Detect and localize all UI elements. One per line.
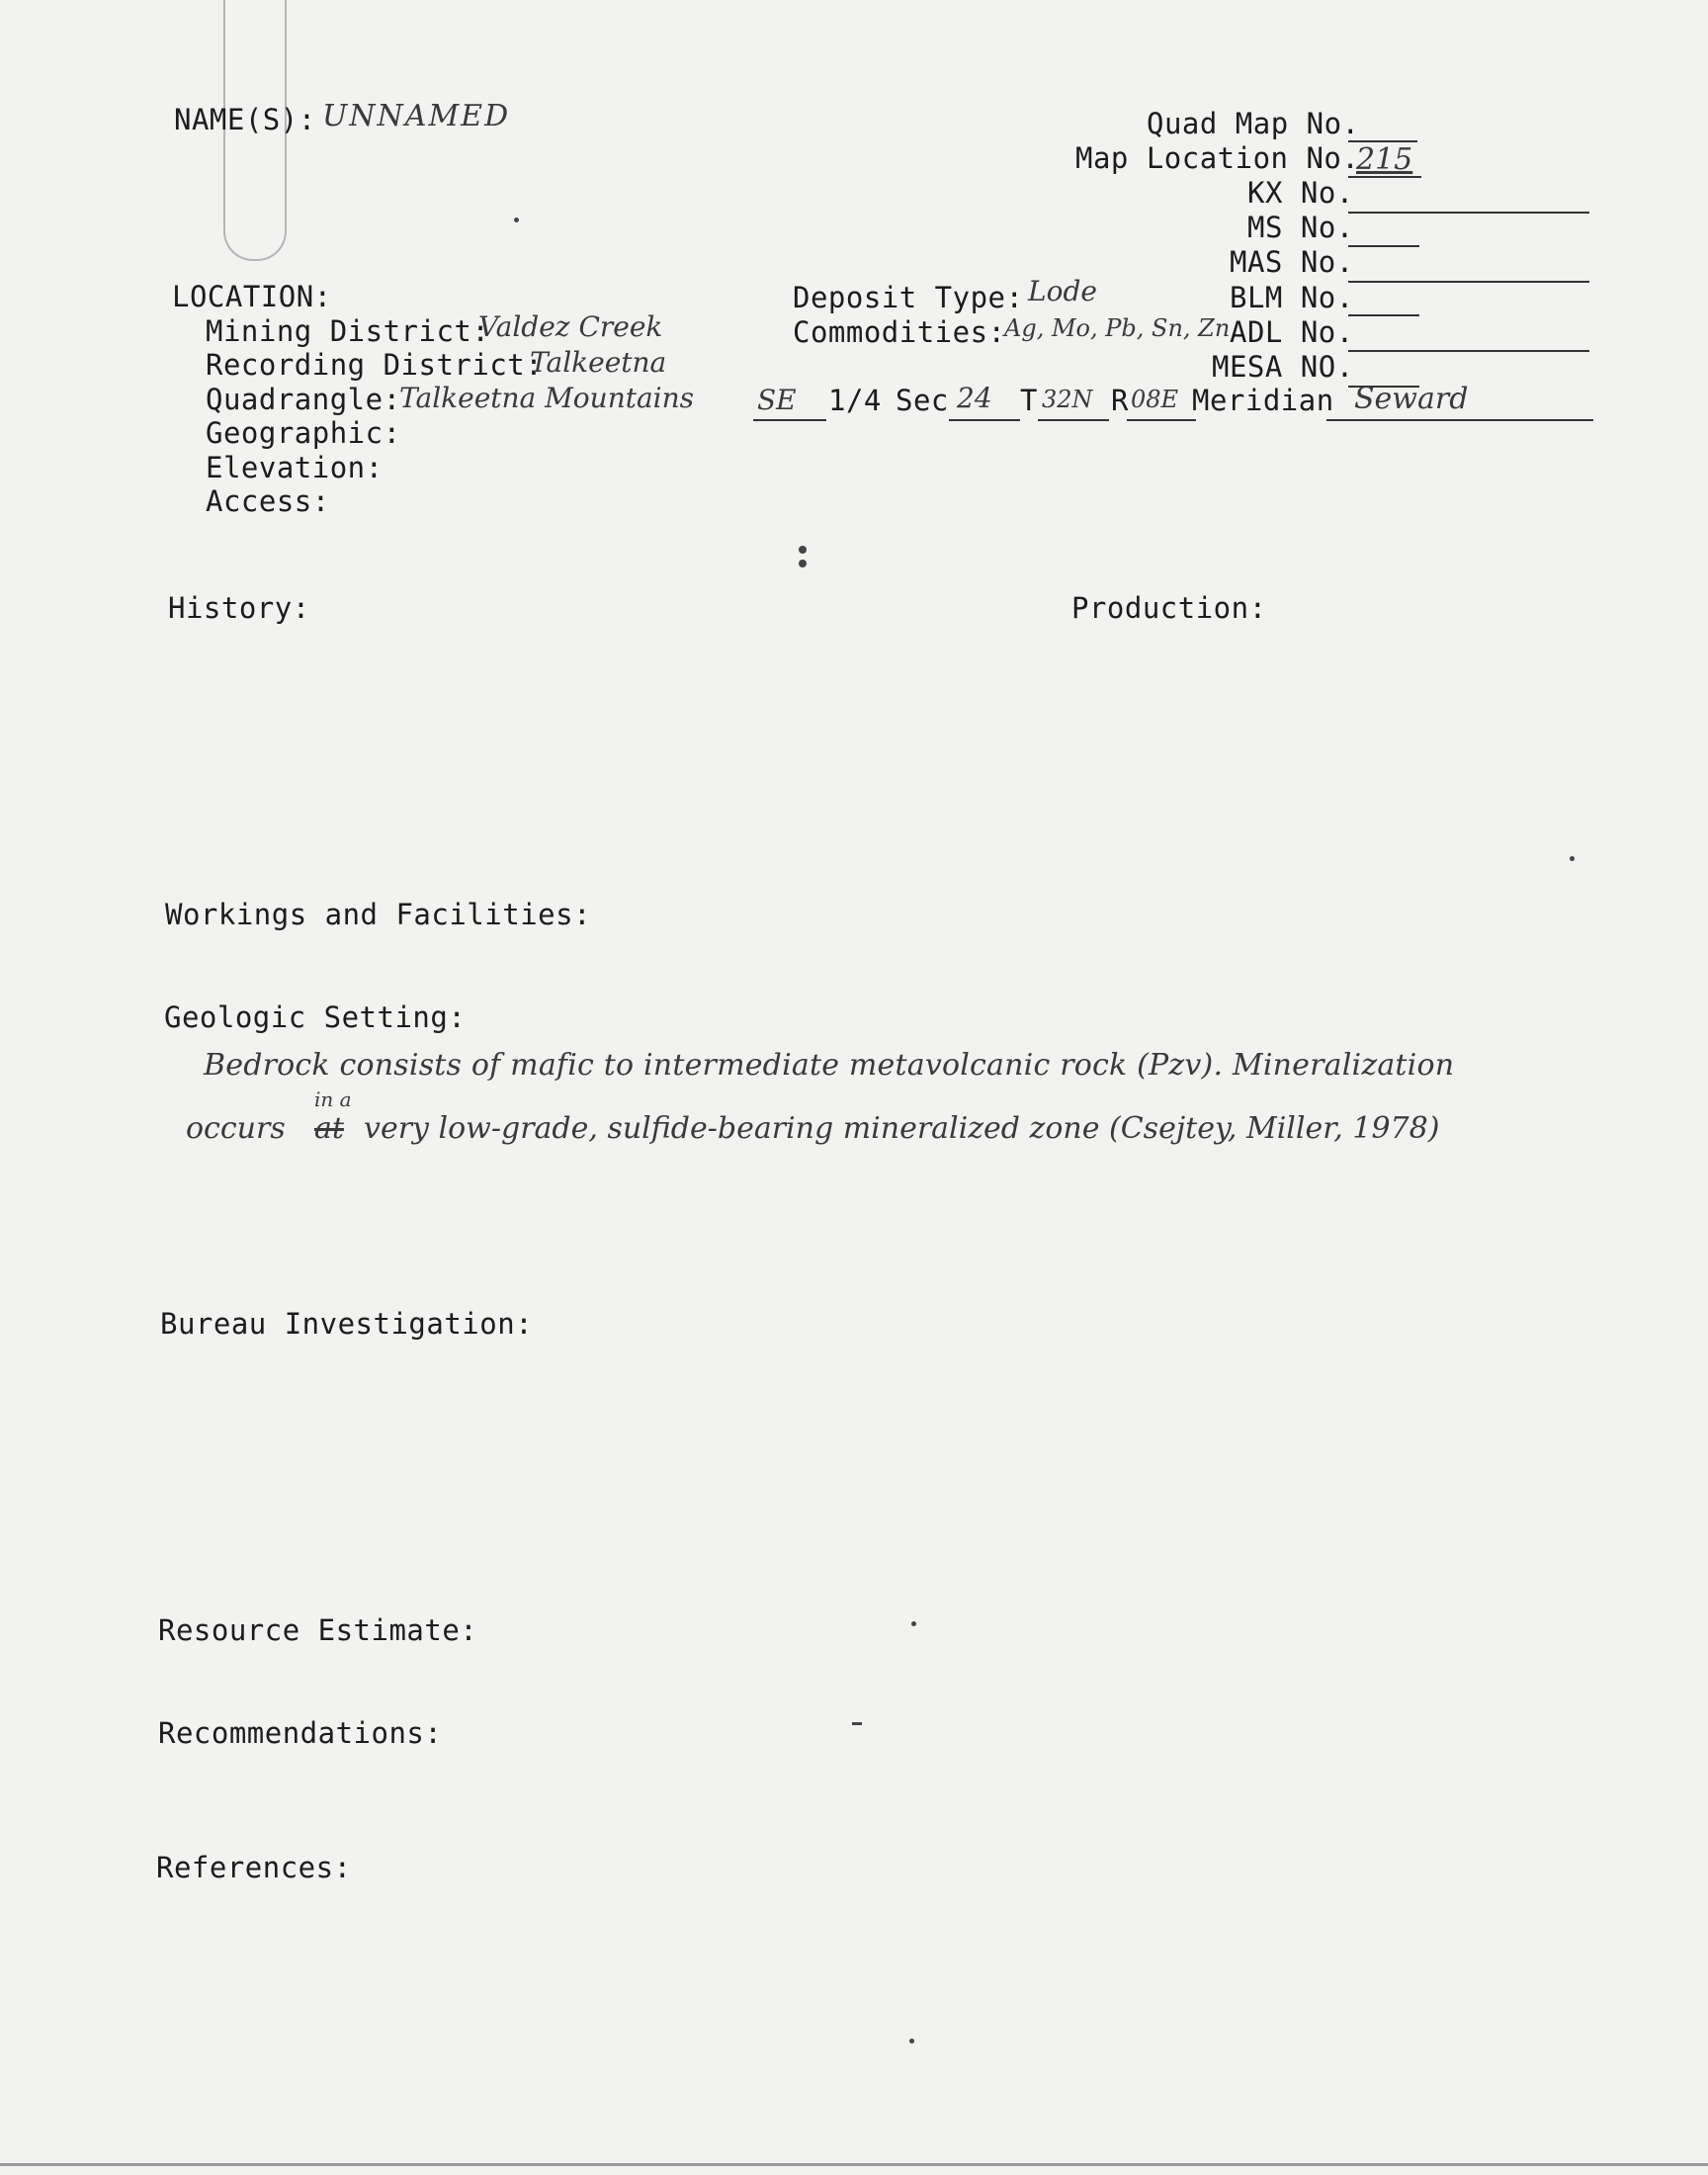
mining-district-label: Mining District: xyxy=(206,314,490,348)
bureau-investigation-label: Bureau Investigation: xyxy=(160,1307,534,1341)
meridian-label: Meridian xyxy=(1192,384,1334,417)
sec-value: 24 xyxy=(957,382,992,414)
access-label: Access: xyxy=(206,484,330,518)
range-value: 08E xyxy=(1131,386,1179,413)
deposit-type-value: Lode xyxy=(1028,275,1097,307)
elevation-label: Elevation: xyxy=(206,451,384,484)
kx-line xyxy=(1348,212,1589,214)
township-value: 32N xyxy=(1042,386,1093,413)
speck xyxy=(852,1722,862,1725)
geologic-text-line2-start: occurs xyxy=(186,1111,286,1146)
speck xyxy=(514,218,519,222)
range-label: R xyxy=(1111,384,1129,417)
speck xyxy=(799,546,807,554)
location-heading: LOCATION: xyxy=(172,280,332,313)
quarter-value: SE xyxy=(757,384,797,416)
geologic-text-line2-strike: at xyxy=(314,1111,344,1146)
geologic-setting-label: Geologic Setting: xyxy=(164,1000,467,1034)
geologic-text-line2-rest: very low-grade, sulfide-bearing mineralized zone (Csejtey, Miller, 1978) xyxy=(364,1111,1440,1146)
resource-estimate-label: Resource Estimate: xyxy=(158,1613,478,1647)
township-line xyxy=(1038,419,1109,421)
blm-label: BLM No. xyxy=(1230,281,1354,314)
meridian-value: Seward xyxy=(1354,382,1469,416)
quad-map-label: Quad Map No. xyxy=(1147,107,1360,140)
speck xyxy=(911,1621,916,1626)
geographic-label: Geographic: xyxy=(206,416,401,450)
map-location-line xyxy=(1348,176,1421,178)
adl-line xyxy=(1348,350,1589,352)
commodities-label: Commodities: xyxy=(793,315,1006,349)
recording-district-value: Talkeetna xyxy=(530,346,667,379)
deposit-type-label: Deposit Type: xyxy=(793,281,1024,314)
recommendations-label: Recommendations: xyxy=(158,1716,443,1750)
references-label: References: xyxy=(156,1851,352,1884)
sheet-bottom-edge xyxy=(0,2163,1708,2166)
workings-label: Workings and Facilities: xyxy=(165,898,592,931)
speck xyxy=(799,560,807,567)
ms-label: MS No. xyxy=(1247,211,1354,244)
quadrangle-label: Quadrangle: xyxy=(206,383,401,416)
geologic-text-insert: in a xyxy=(314,1088,352,1111)
mesa-label: MESA NO. xyxy=(1212,350,1354,384)
history-label: History: xyxy=(168,591,310,625)
mas-label: MAS No. xyxy=(1230,245,1354,279)
blm-line xyxy=(1348,314,1419,316)
speck xyxy=(1570,856,1575,861)
mas-line xyxy=(1348,281,1589,283)
sec-label: Sec xyxy=(896,384,949,417)
meridian-line xyxy=(1326,419,1593,421)
range-line xyxy=(1127,419,1196,421)
speck xyxy=(909,2039,914,2044)
sec-line xyxy=(949,419,1020,421)
geologic-text-line1: Bedrock consists of mafic to intermediate metavolcanic rock (Pzv). Mineralization xyxy=(204,1048,1455,1083)
quadrangle-value: Talkeetna Mountains xyxy=(399,382,695,414)
kx-label: KX No. xyxy=(1247,176,1354,210)
recording-district-label: Recording District: xyxy=(206,348,544,382)
map-location-label: Map Location No. xyxy=(1075,141,1360,175)
township-label: T xyxy=(1020,384,1038,417)
quarter-label: 1/4 xyxy=(828,384,882,417)
adl-label: ADL No. xyxy=(1230,315,1354,349)
mining-district-value: Valdez Creek xyxy=(478,310,663,343)
quarter-line xyxy=(753,419,826,421)
name-value: UNNAMED xyxy=(322,99,511,133)
production-label: Production: xyxy=(1071,591,1267,625)
map-location-value: 215 xyxy=(1356,142,1413,177)
name-label: NAME(S): xyxy=(174,103,316,136)
ms-line xyxy=(1348,245,1419,247)
commodities-value: Ag, Mo, Pb, Sn, Zn xyxy=(1004,314,1231,342)
